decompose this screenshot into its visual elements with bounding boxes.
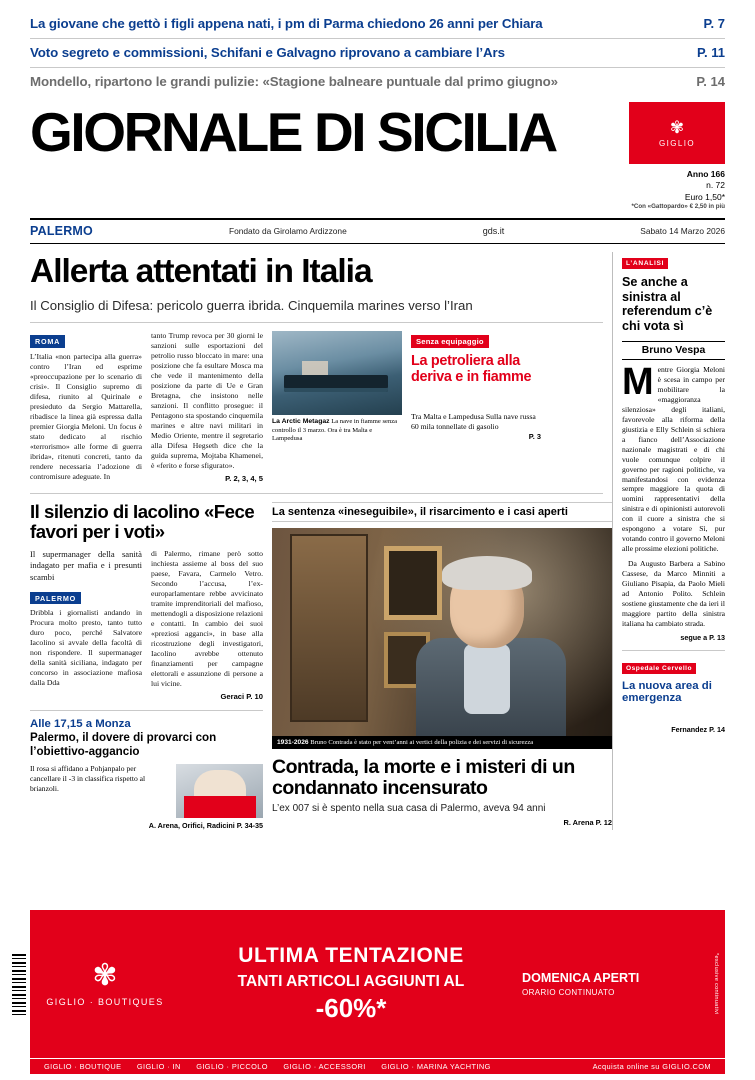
main-content <box>0 244 755 830</box>
analysis-continues[interactable]: segue a P. 13 <box>680 632 725 642</box>
ad-brand-name: GIGLIO · BOUTIQUES <box>46 997 164 1007</box>
contrada-caption-text: Bruno Contrada è stato per vent’anni ai vertici della polizia e dei servizi di sicurezza <box>310 739 534 747</box>
ad-online-link[interactable]: Acquista online su GIGLIO.COM <box>592 1062 711 1071</box>
ad-hours <box>522 910 707 1058</box>
sponsor-name: GIGLIO <box>659 138 695 148</box>
section-kicker: ROMA <box>30 335 65 348</box>
iacolino-headline[interactable]: Il silenzio di Iacolino «Fece favori per i voti» <box>30 501 255 543</box>
ad-logo <box>30 910 180 1058</box>
left-columns <box>30 252 612 830</box>
masthead-rule <box>30 218 725 244</box>
top-headline-text: Voto segreto e commissioni, Schifani e Galvagno riprovano a cambiare l’Ars <box>30 45 505 60</box>
contrada-headline[interactable]: Contrada, la morte e i misteri di un condannato incensurato <box>272 756 575 800</box>
hospital-byline: Fernandez P. 14 <box>671 725 725 735</box>
masthead <box>0 100 755 212</box>
top-headline-row[interactable] <box>30 39 725 68</box>
top-headline-page: P. 14 <box>696 74 725 89</box>
photo-subject <box>406 558 576 736</box>
iacolino-block <box>30 502 263 829</box>
ad-footer <box>30 1058 725 1074</box>
ad-open-sunday: DOMENICA APERTI <box>522 971 640 985</box>
top-headline-strip <box>0 0 755 100</box>
iacolino-intro: Il supermanager della sanità indagato per mafia e i presunti scambi <box>30 549 142 582</box>
contrada-subhead: La sentenza «ineseguibile», il risarcimento e i casi aperti <box>272 502 612 522</box>
iacolino-body-1: Dribbla i giornalisti andando in Procura molto presto, tanto tutto duro poco, perché Salvatore Iacolino si avvale della facoltà di non rispondere. Il supermanager della sanità siciliana, indagato per concorso in associazione mafiosa dalla Dda <box>30 608 142 688</box>
tanker-page-ref: P. 3 <box>528 431 541 441</box>
bottom-advertisement[interactable] <box>30 910 725 1058</box>
ad-disclaimer <box>707 910 725 1058</box>
publication-date: Sabato 14 Marzo 2026 <box>640 226 725 237</box>
analysis-headline[interactable]: Se anche a sinistra al referendum c’è chi vota sì <box>622 274 713 334</box>
lead-article <box>30 331 603 483</box>
lead-headline[interactable]: Allerta attentati in Italia <box>30 252 372 290</box>
lead-page-refs[interactable]: P. 2, 3, 4, 5 <box>225 474 263 484</box>
contrada-block <box>272 502 612 829</box>
player-jersey <box>184 796 256 818</box>
second-row <box>30 493 612 830</box>
monza-row <box>30 764 263 818</box>
ship-photo-block <box>272 331 402 483</box>
top-headline-row[interactable] <box>30 68 725 96</box>
iacolino-col-1 <box>30 549 142 701</box>
contrada-dates: 1931-2026 <box>277 739 309 747</box>
ad-brand-item[interactable]: GIGLIO · MARINA YACHTING <box>381 1062 491 1071</box>
tanker-kicker: Senza equipaggio <box>411 335 489 348</box>
iacolino-columns <box>30 549 263 701</box>
edition-city: PALERMO <box>30 224 93 239</box>
contrada-photo <box>272 528 612 736</box>
lead-body-2: tanto Trump revoca per 30 giorni le sanzioni sulle esportazioni del petrolio russo bloccato in mare: una posizione che fa esultare Mosca ma che vede il mantenimento della posizione da parte di Ue e Gran Bretagna, che insistono nelle sanzioni. Il conflitto prosegue: il Pentagono sta spostando cinquemila marines e altre navi militari in Medio Oriente, mentre il segretario alla Difesa Hegseth dice che la guida suprema, Mojtaba Khamenei, è «ferito e forse sfigurato». <box>151 331 263 471</box>
football-player-photo <box>176 764 263 818</box>
tanker-text: Tra Malta e Lampedusa Sulla nave russa 60 mila tonnellate di gasolio <box>411 411 536 431</box>
ad-continuous-hours: ORARIO CONTINUATO <box>522 988 615 997</box>
monza-block[interactable] <box>30 710 263 830</box>
masthead-right <box>575 102 725 212</box>
photo-subject-shirt <box>464 644 510 714</box>
contrada-photo-caption <box>272 736 612 749</box>
monza-headline: Palermo, il dovere di provarci con l’obiettivo-aggancio <box>30 731 217 758</box>
top-headline-row[interactable] <box>30 10 725 39</box>
flower-icon: ✾ <box>669 117 685 137</box>
top-headline-text: Mondello, ripartono le grandi pulizie: «Stagione balneare puntuale dal primo giugno» <box>30 74 558 89</box>
analysis-dropcap: M <box>622 361 654 404</box>
ad-brand-item[interactable]: GIGLIO · BOUTIQUE <box>44 1062 122 1071</box>
lead-body-1: L’Italia «non partecipa alla guerra» contro l’Iran ed esprime «preoccupazione per lo scenario di crisi». Il Consiglio supremo di difesa, riunito al Quirinale e presieduto da Sergio Mattarella, ribadisce la linea già espressa dalla premier Giorgia Meloni. Un focus è stato dedicato al rischio «terrorismo» alle forme di guerra ibrida», ritenuti concreti, tanto da rendere necessaria l’adozione di contromisure adeguate. In <box>30 351 142 481</box>
ad-discount: -60%* <box>315 993 387 1023</box>
ad-brand-item[interactable]: GIGLIO · ACCESSORI <box>283 1062 366 1071</box>
lead-subtitle: Il Consiglio di Difesa: pericolo guerra ibrida. Cinquemila marines verso l’Iran <box>30 298 603 324</box>
monza-page-refs[interactable]: A. Arena, Orifici, Radicini P. 34-35 <box>148 820 263 830</box>
lead-col-1 <box>30 331 142 483</box>
edition-price-note: *Con «Gattopardo» € 2,50 in più <box>631 203 725 211</box>
hospital-block[interactable] <box>622 650 725 735</box>
analysis-author: Bruno Vespa <box>622 341 725 360</box>
hospital-kicker: Ospedale Cervello <box>622 663 696 674</box>
newspaper-logo: GIORNALE DI SICILIA <box>30 101 556 163</box>
sponsor-logo-box[interactable] <box>629 102 725 164</box>
monza-text: Il rosa si affidano a Pohjanpalo per cancellare il -3 in classifica rispetto al brianzoli. <box>30 763 146 793</box>
ad-brand-item[interactable]: GIGLIO · IN <box>136 1062 181 1071</box>
iacolino-body-2: di Palermo, rimane però sotto inchiesta assieme al boss del suo paese, Favara, Carmelo Vetro. Secondo l’accusa, l’ex-europarlamentare rebbe avvicinato tramite imprenditoriali del mafioso, mettendogli a disposizione relazioni e contatti. In cambio dei suoi «preziosi agganci», in base alla ricostruzione degli investigatori, Iacolino avrebbe ottenuto finanziamenti per campagne elettorali e assunzione di persone a lui vicine. <box>151 549 263 689</box>
edition-year: Anno 166 <box>686 169 725 179</box>
analysis-body-2: Da Augusto Barbera a Sabino Cassese, da Marco Minniti a Giuliano Pisapia, da Paolo Mieli ad Antonio Polito. Schlein sostiene giustamente che da ieri il maggiore partito della sinistra italiana ha cambiato strada. <box>622 559 725 628</box>
top-headline-page: P. 11 <box>697 45 725 60</box>
tanker-sidebar[interactable] <box>411 331 541 483</box>
burning-tanker-photo <box>272 331 402 415</box>
photo-subject-hair <box>442 556 532 590</box>
contrada-deck: L’ex 007 si è spento nella sua casa di Palermo, aveva 94 anni <box>272 803 546 815</box>
edition-info <box>575 169 725 212</box>
lead-col-2 <box>151 331 263 483</box>
edition-number: n. 72 <box>706 180 725 191</box>
ad-message <box>180 910 522 1058</box>
ship-caption-title: La Arctic Metagaz <box>272 418 330 426</box>
ad-disclaimer-text: *esclusive continuativi <box>713 953 719 1015</box>
analysis-column <box>612 252 725 830</box>
monza-kicker: Alle 17,15 a Monza <box>30 718 131 731</box>
analysis-body <box>622 361 725 554</box>
analysis-body-text: entre Giorgia Meloni è scesa in campo per mobilitare la «maggioranza silenziosa» degli italiani, favorevole alla riforma della giustizia e Elly Schlein si schiera a fianco dell’Associazione nazionale magistrati e di chi vuole comunque colpire il governo per ragioni politiche, va manifestandosi con evidenza sempre maggiore la quota di uomini rappresentativi della sinistra e di opinionisti autorevoli con il cuore a sinistra che si espongono a votare Sì, pur votando contro il governo Meloni alle prossime elezioni politiche. <box>622 365 725 554</box>
ad-brand-item[interactable]: GIGLIO · PICCOLO <box>196 1062 268 1071</box>
tanker-headline: La petroliera alla deriva e in fiamme <box>411 353 532 385</box>
founder-note: Fondato da Girolamo Ardizzone <box>228 226 347 237</box>
ship-caption-text: La nave in fiamme senza controllo il 3 marzo. Ora è tra Malta e Lampedusa <box>272 418 398 443</box>
barcode <box>12 954 26 1016</box>
photo-door <box>290 534 368 722</box>
ad-line-1: ULTIMA TENTAZIONE <box>238 944 464 967</box>
ship-photo-caption <box>272 418 402 443</box>
top-headline-page: P. 7 <box>703 16 725 31</box>
iacolino-col-2 <box>151 549 263 701</box>
ad-brand-list <box>44 1062 504 1071</box>
analysis-kicker: L’ANALISI <box>622 258 668 269</box>
top-headline-text: La giovane che gettò i figli appena nati, i pm di Parma chiedono 26 anni per Chiara <box>30 16 543 31</box>
edition-price: Euro 1,50* <box>684 191 725 202</box>
iacolino-kicker: PALERMO <box>30 592 81 605</box>
website-link[interactable]: gds.it <box>482 226 505 237</box>
contrada-byline[interactable]: R. Arena P. 12 <box>563 818 612 828</box>
flower-icon: ✾ <box>92 959 118 992</box>
ad-line-2: TANTI ARTICOLI AGGIUNTI AL <box>237 973 465 990</box>
iacolino-byline[interactable]: Geraci P. 10 <box>220 692 263 702</box>
hospital-headline: La nuova area di emergenza <box>622 679 712 705</box>
